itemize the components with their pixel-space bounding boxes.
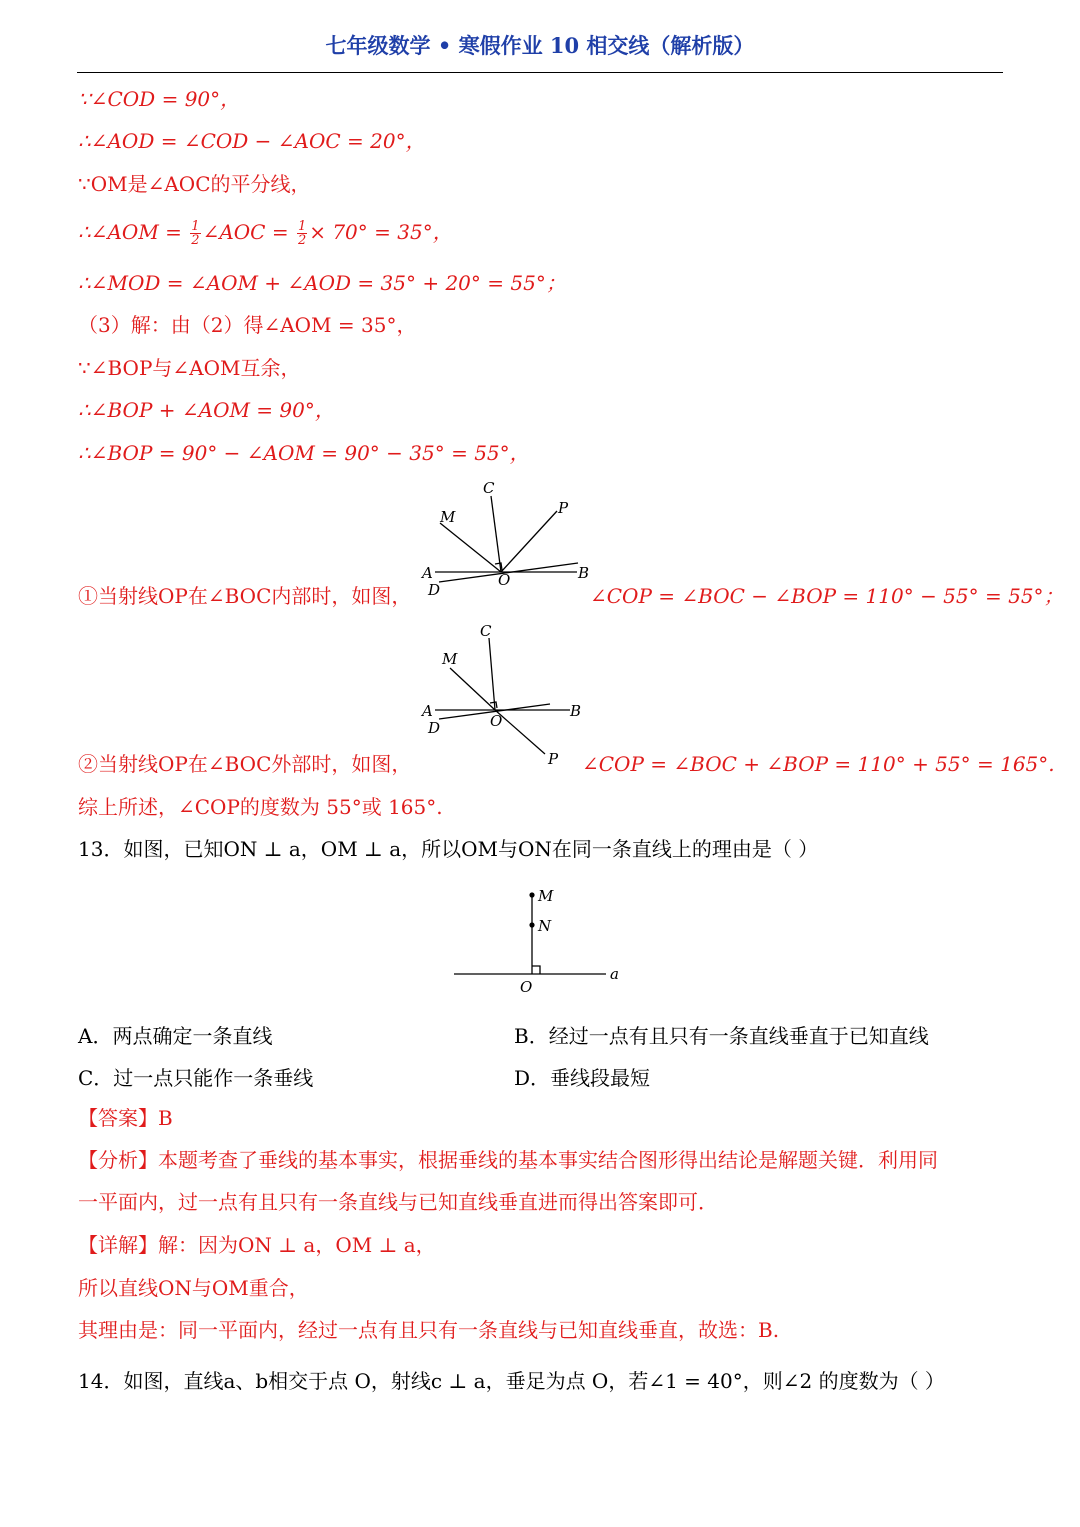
fraction-half	[190, 220, 200, 247]
ray-op	[501, 511, 557, 572]
frac-mid: ∠AOC =	[202, 220, 295, 244]
q14-stem: 14．如图，直线a、b相交于点 O，射线c ⊥ a，垂足为点 O，若∠1 = 40°，则∠2 的度数为（ ）	[78, 1369, 945, 1393]
figure-case2	[410, 618, 610, 768]
solution-line: ∵∠BOP与∠AOM互余，	[78, 356, 301, 380]
case2-result: ∠COP = ∠BOC + ∠BOP = 110° + 55° = 165°.	[582, 752, 1055, 776]
right-angle-mark	[532, 966, 540, 974]
label-d: D	[428, 581, 441, 599]
point-m	[529, 892, 534, 897]
detail-line-2: 所以直线ON与OM重合，	[78, 1276, 309, 1300]
solution-line: ∴∠AOD = ∠COD − ∠AOC = 20°，	[78, 129, 426, 153]
solution-line: （3）解：由（2）得∠AOM = 35°，	[78, 313, 417, 337]
label-a: A	[422, 564, 433, 582]
label-n: N	[538, 917, 552, 935]
label-p: P	[548, 750, 559, 768]
solution-line-fraction	[78, 219, 453, 247]
answer-line: 【答案】B	[78, 1106, 173, 1130]
frac-numerator: 1	[191, 219, 200, 234]
solution-line: ∵OM是∠AOC的平分线，	[78, 172, 311, 196]
solution-line: ∵∠COD = 90°，	[78, 87, 241, 111]
label-a: a	[610, 965, 619, 983]
ray-oc	[491, 496, 501, 572]
case2-lead: ②当射线OP在∠BOC外部时，如图，	[78, 752, 412, 776]
label-o: O	[520, 978, 533, 996]
frac-tail: × 70° = 35°，	[309, 220, 453, 244]
label-c: C	[480, 622, 492, 640]
solution-line: ∴∠BOP = 90° − ∠AOM = 90° − 35° = 55°，	[78, 441, 530, 465]
summary-line: 综上所述，∠COP的度数为 55°或 165°.	[78, 795, 443, 819]
label-o: O	[490, 712, 503, 730]
option-a[interactable]: A．两点确定一条直线	[78, 1024, 273, 1048]
header-divider	[77, 72, 1003, 73]
label-o: O	[498, 571, 511, 589]
frac-numerator: 1	[297, 219, 307, 234]
frac-prefix: ∴∠AOM =	[78, 220, 189, 244]
detail-line-3: 其理由是：同一平面内，经过一点有且只有一条直线与已知直线垂直，故选：B.	[78, 1318, 780, 1342]
label-b: B	[570, 702, 582, 720]
label-m: M	[440, 508, 456, 526]
label-m: M	[442, 650, 458, 668]
case1-lead: ①当射线OP在∠BOC内部时，如图，	[78, 584, 412, 608]
detail-line-1: 【详解】解：因为ON ⊥ a，OM ⊥ a，	[78, 1233, 436, 1257]
label-a: A	[422, 702, 433, 720]
option-b[interactable]: B．经过一点有且只有一条直线垂直于已知直线	[514, 1024, 929, 1048]
frac-denominator: 2	[191, 233, 200, 248]
label-p: P	[558, 499, 569, 517]
label-m: M	[538, 887, 554, 905]
solution-line: ∴∠BOP + ∠AOM = 90°，	[78, 398, 335, 422]
ray-oc	[489, 638, 495, 710]
q13-stem: 13．如图，已知ON ⊥ a，OM ⊥ a，所以OM与ON在同一条直线上的理由是（ ）	[78, 837, 819, 861]
analysis-line-2: 一平面内，过一点有且只有一条直线与已知直线垂直进而得出答案即可．	[78, 1190, 718, 1214]
fraction-half-2	[297, 220, 307, 247]
option-d[interactable]: D．垂线段最短	[514, 1066, 651, 1090]
figure-case1	[410, 475, 610, 600]
analysis-line-1: 【分析】本题考查了垂线的基本事实，根据垂线的基本事实结合图形得出结论是解题关键．利用同	[78, 1148, 938, 1172]
option-c[interactable]: C．过一点只能作一条垂线	[78, 1066, 314, 1090]
label-b: B	[578, 564, 590, 582]
figure-q13	[450, 880, 640, 1000]
label-c: C	[483, 479, 495, 497]
frac-denominator: 2	[297, 233, 307, 248]
case1-result: ∠COP = ∠BOC − ∠BOP = 110° − 55° = 55°；	[590, 584, 1064, 608]
label-d: D	[428, 719, 441, 737]
ray-om	[440, 523, 501, 572]
solution-line: ∴∠MOD = ∠AOM + ∠AOD = 35° + 20° = 55°；	[78, 271, 566, 295]
ray-om	[450, 668, 495, 710]
ray-op	[495, 710, 545, 754]
point-n	[529, 922, 534, 927]
page-header: 七年级数学 • 寒假作业 10 相交线（解析版）	[325, 33, 755, 58]
